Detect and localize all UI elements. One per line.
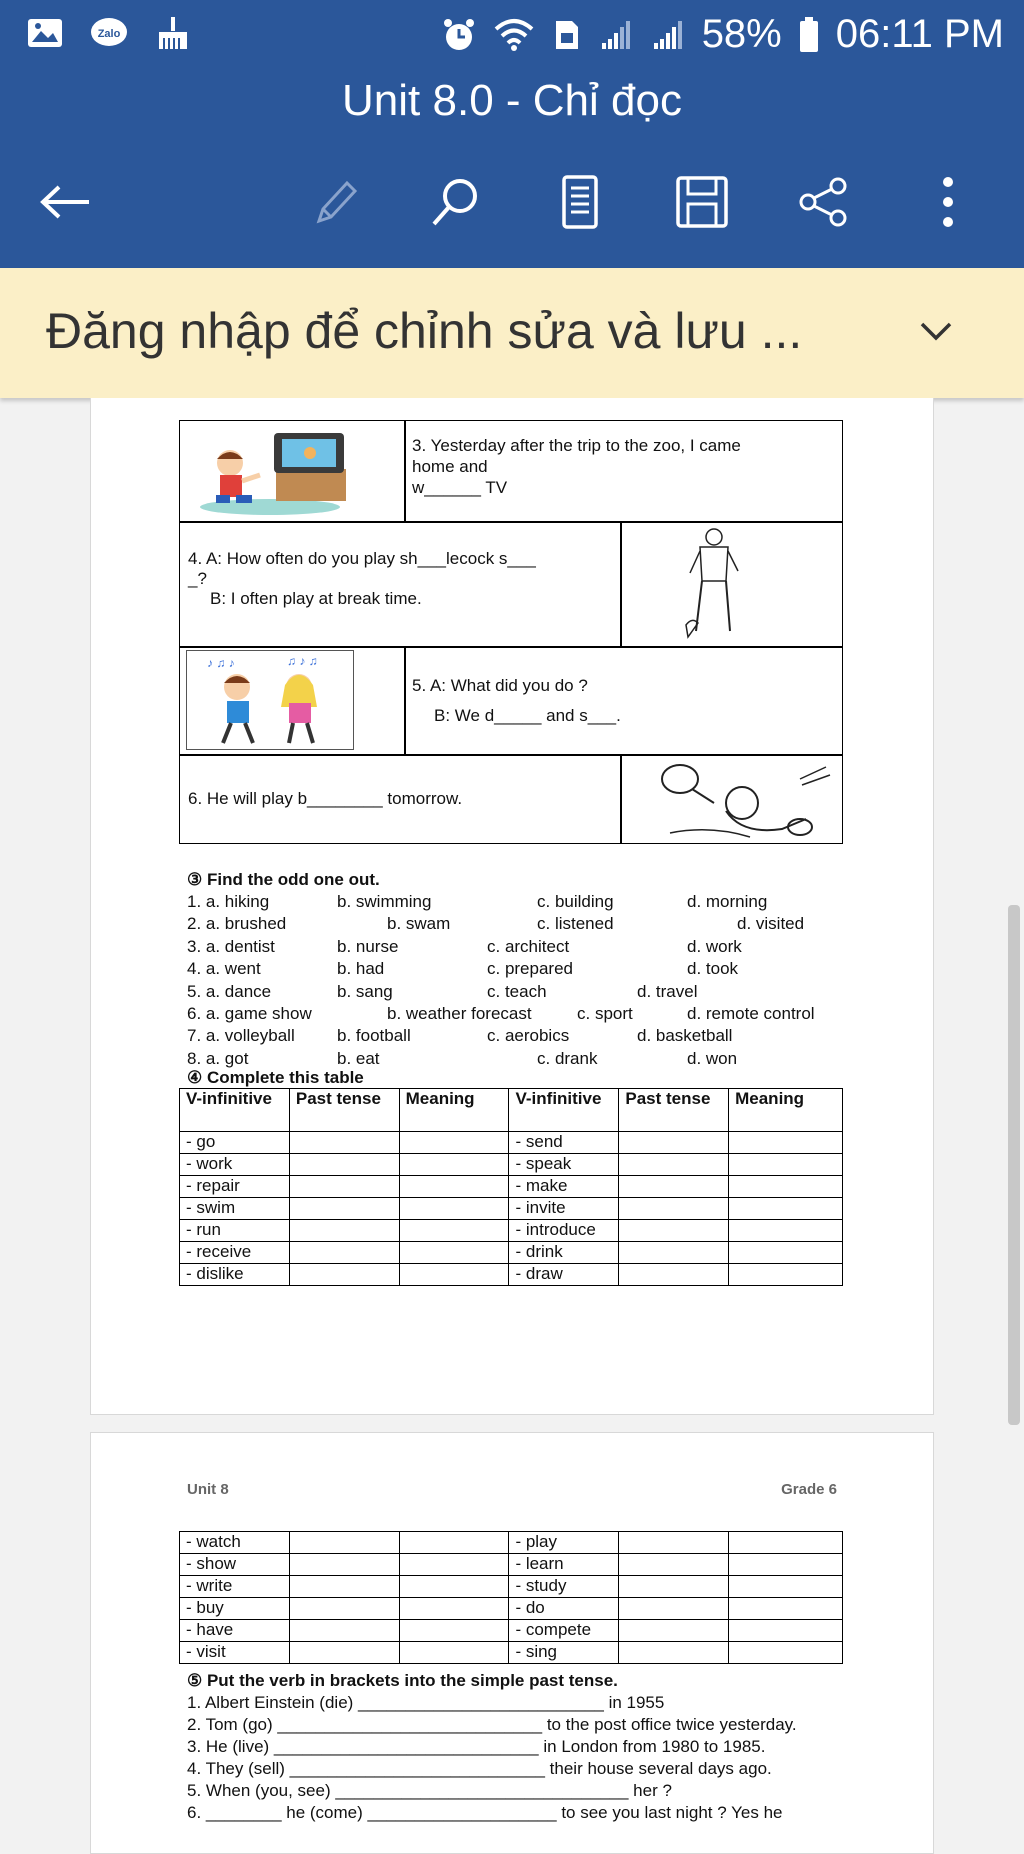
verb-cell: - send <box>509 1132 619 1154</box>
verb-cell: - repair <box>180 1176 290 1198</box>
question-5 <box>412 671 832 731</box>
signal-icon <box>598 17 634 53</box>
chevron-down-icon[interactable] <box>916 310 956 350</box>
picture-exercise-grid <box>179 420 843 844</box>
zalo-icon <box>90 16 128 50</box>
blank-cell <box>399 1154 509 1176</box>
blank-cell <box>619 1554 729 1576</box>
blank-cell <box>399 1554 509 1576</box>
odd-option: b. sang <box>337 981 393 1001</box>
svg-text:♫ ♪ ♫: ♫ ♪ ♫ <box>287 654 318 668</box>
verb-cell: - dislike <box>180 1264 290 1286</box>
blank-cell <box>399 1642 509 1664</box>
verb-cell: - study <box>509 1576 619 1598</box>
odd-option: 1. a. hiking <box>187 892 270 911</box>
odd-option: c. sport <box>577 1004 633 1023</box>
verb-cell: - sing <box>509 1642 619 1664</box>
blank-cell <box>399 1576 509 1598</box>
battery-percent: 58% <box>701 12 782 56</box>
odd-option: b. swimming <box>337 892 432 911</box>
blank-cell <box>289 1642 399 1664</box>
odd-option: b. eat <box>337 1048 380 1068</box>
document-title: Unit 8.0 - Chỉ đọc <box>342 76 682 125</box>
reading-view-button[interactable] <box>550 172 610 232</box>
past-tense-item: 2. Tom (go) ____________________________ to the post office twice yesterday. <box>187 1715 797 1734</box>
table-row <box>180 1154 843 1176</box>
verb-cell: - swim <box>180 1198 290 1220</box>
q3-line2: home and <box>412 457 488 476</box>
blank-cell <box>289 1620 399 1642</box>
verb-cell: - buy <box>180 1598 290 1620</box>
table-row <box>180 1554 843 1576</box>
verb-cell: - learn <box>509 1554 619 1576</box>
verb-cell: - go <box>180 1132 290 1154</box>
odd-option: c. teach <box>487 981 547 1001</box>
dancing-kids-drawing <box>187 651 355 751</box>
signal-icon <box>650 17 686 53</box>
table-row <box>180 1132 843 1154</box>
odd-option: b. had <box>337 959 385 979</box>
verb-cell: - watch <box>180 1532 290 1554</box>
gallery-icon <box>26 16 64 50</box>
odd-option: b. weather forecast <box>387 1004 532 1023</box>
blank-cell <box>289 1532 399 1554</box>
past-tense-item: 6. ________ he (come) ____________________ to see you last night ? Yes he <box>187 1803 783 1822</box>
verb-cell: - work <box>180 1154 290 1176</box>
blank-cell <box>729 1220 843 1242</box>
verb-cell: - make <box>509 1176 619 1198</box>
column-header: Past tense <box>619 1089 729 1132</box>
column-header: Past tense <box>289 1089 399 1132</box>
complete-table-title: ④ Complete this table <box>187 1068 364 1087</box>
save-button[interactable] <box>672 172 732 232</box>
verb-cell: - show <box>180 1554 290 1576</box>
past-tense-item: 4. They (sell) ___________________________ their house several days ago. <box>187 1759 772 1778</box>
verb-cell: - play <box>509 1532 619 1554</box>
verb-cell: - introduce <box>509 1220 619 1242</box>
odd-option: c. listened <box>537 914 614 934</box>
blank-cell <box>619 1220 729 1242</box>
odd-option: b. swam <box>387 914 451 934</box>
odd-option: d. remote control <box>687 1004 815 1023</box>
verb-cell: - invite <box>509 1198 619 1220</box>
blank-cell <box>289 1242 399 1264</box>
table-row <box>180 1176 843 1198</box>
blank-cell <box>399 1198 509 1220</box>
pen-icon <box>309 175 363 229</box>
past-tense-item: 1. Albert Einstein (die) __________________________ in 1955 <box>187 1693 665 1712</box>
q4-line3: B: I often play at break time. <box>210 589 422 608</box>
sign-in-banner[interactable] <box>0 268 1024 398</box>
verb-table-2 <box>179 1531 843 1664</box>
table-row <box>180 1642 843 1664</box>
blank-cell <box>289 1176 399 1198</box>
blank-cell <box>729 1598 843 1620</box>
blank-cell <box>729 1242 843 1264</box>
odd-row <box>187 1004 847 1026</box>
more-button[interactable] <box>918 172 978 232</box>
odd-option: d. work <box>687 936 742 956</box>
blank-cell <box>289 1154 399 1176</box>
odd-option: 7. a. volleyball <box>187 1026 295 1046</box>
q5-line2: B: We d_____ and s___. <box>434 706 621 725</box>
blank-cell <box>619 1642 729 1664</box>
clock: 06:11 PM <box>835 12 1004 56</box>
verb-cell: - have <box>180 1620 290 1642</box>
q5-line1: 5. A: What did you do ? <box>412 676 588 695</box>
reading-view-icon <box>560 174 600 230</box>
past-tense-title: ⑤ Put the verb in brackets into the simple past tense. <box>187 1671 618 1690</box>
page-header-grade: Grade 6 <box>781 1481 837 1498</box>
verb-cell: - visit <box>180 1642 290 1664</box>
blank-cell <box>619 1176 729 1198</box>
table-row <box>180 1620 843 1642</box>
blank-cell <box>289 1554 399 1576</box>
table-row <box>180 1598 843 1620</box>
share-icon <box>798 176 850 228</box>
column-header: V-infinitive <box>180 1089 290 1132</box>
q3-line3: w______ TV <box>412 478 508 497</box>
odd-option: 8. a. got <box>187 1048 249 1068</box>
blank-cell <box>289 1198 399 1220</box>
odd-option: d. took <box>687 959 739 979</box>
blank-cell <box>619 1598 729 1620</box>
verb-cell: - receive <box>180 1242 290 1264</box>
blank-cell <box>399 1242 509 1264</box>
q4-line1: 4. A: How often do you play sh___lecock s___ <box>188 549 536 568</box>
column-header: Meaning <box>729 1089 843 1132</box>
dancing-kids-image <box>186 650 354 750</box>
svg-text:Zalo: Zalo <box>97 28 121 40</box>
blank-cell <box>619 1154 729 1176</box>
odd-option: d. won <box>687 1048 738 1068</box>
status-bar <box>0 0 1024 70</box>
odd-row <box>187 982 847 1004</box>
odd-option: c. architect <box>487 936 570 956</box>
odd-one-out-title: ③ Find the odd one out. <box>187 870 380 889</box>
more-icon <box>938 174 958 230</box>
blank-cell <box>619 1532 729 1554</box>
verb-table-1 <box>179 1088 843 1286</box>
verb-cell: - run <box>180 1220 290 1242</box>
sim-icon <box>552 17 582 53</box>
blank-cell <box>729 1554 843 1576</box>
verb-cell: - draw <box>509 1264 619 1286</box>
shuttlecock-player-image <box>678 525 748 643</box>
past-tense-item: 3. He (live) ____________________________ in London from 1980 to 1985. <box>187 1737 766 1756</box>
odd-option: d. morning <box>687 892 768 911</box>
blank-cell <box>619 1198 729 1220</box>
blank-cell <box>619 1576 729 1598</box>
odd-option: 5. a. dance <box>187 981 272 1001</box>
blank-cell <box>729 1154 843 1176</box>
table-row <box>180 1198 843 1220</box>
blank-cell <box>729 1198 843 1220</box>
table-row <box>180 1242 843 1264</box>
back-button[interactable] <box>36 172 96 232</box>
edit-button[interactable] <box>306 172 366 232</box>
blank-cell <box>399 1220 509 1242</box>
blank-cell <box>289 1598 399 1620</box>
blank-cell <box>399 1264 509 1286</box>
blank-cell <box>289 1576 399 1598</box>
blank-cell <box>399 1176 509 1198</box>
watching-tv-image <box>190 429 390 515</box>
blank-cell <box>289 1220 399 1242</box>
verb-table-header <box>180 1089 843 1132</box>
blank-cell <box>619 1264 729 1286</box>
document-page-2 <box>90 1432 934 1854</box>
odd-option: b. nurse <box>337 936 399 956</box>
share-button[interactable] <box>794 172 854 232</box>
blank-cell <box>729 1132 843 1154</box>
table-row <box>180 1264 843 1286</box>
past-tense-item: 5. When (you, see) _______________________________ her ? <box>187 1781 672 1800</box>
q3-line1: 3. Yesterday after the trip to the zoo, I came <box>412 436 741 455</box>
verb-cell: - speak <box>509 1154 619 1176</box>
odd-option: 4. a. went <box>187 959 261 979</box>
blank-cell <box>729 1620 843 1642</box>
app-bar <box>0 0 1024 268</box>
odd-row <box>187 892 847 914</box>
document-page-1 <box>90 398 934 1415</box>
odd-option: d. visited <box>737 914 805 934</box>
blank-cell <box>729 1176 843 1198</box>
odd-option: c. prepared <box>487 959 573 979</box>
blank-cell <box>399 1132 509 1154</box>
odd-option: c. drank <box>537 1048 598 1068</box>
verb-cell: - drink <box>509 1242 619 1264</box>
toolbar <box>0 160 1024 240</box>
blank-cell <box>289 1264 399 1286</box>
blank-cell <box>399 1598 509 1620</box>
wifi-icon <box>492 17 536 53</box>
odd-row <box>187 1026 847 1048</box>
odd-option: d. basketball <box>637 1026 733 1046</box>
verb-cell: - do <box>509 1598 619 1620</box>
alarm-icon <box>442 17 476 53</box>
svg-text:♪ ♫ ♪: ♪ ♫ ♪ <box>207 656 235 670</box>
verb-cell: - write <box>180 1576 290 1598</box>
odd-row <box>187 937 847 959</box>
blank-cell <box>729 1532 843 1554</box>
page-header-unit: Unit 8 <box>187 1481 229 1498</box>
question-6: 6. He will play b________ tomorrow. <box>188 789 463 808</box>
odd-option: 2. a. brushed <box>187 914 287 934</box>
odd-option: 6. a. game show <box>187 1004 312 1023</box>
blank-cell <box>729 1264 843 1286</box>
table-row <box>180 1532 843 1554</box>
search-button[interactable] <box>426 172 486 232</box>
table-row <box>180 1576 843 1598</box>
back-arrow-icon <box>37 182 95 222</box>
odd-row <box>187 914 847 936</box>
odd-option: c. aerobics <box>487 1026 570 1046</box>
verb-cell: - compete <box>509 1620 619 1642</box>
blank-cell <box>729 1576 843 1598</box>
odd-option: d. travel <box>637 981 698 1001</box>
scrollbar[interactable] <box>1008 905 1020 1425</box>
blank-cell <box>619 1242 729 1264</box>
blank-cell <box>399 1620 509 1642</box>
column-header: Meaning <box>399 1089 509 1132</box>
banner-text: Đăng nhập để chỉnh sửa và lưu ... <box>46 303 803 359</box>
odd-option: b. football <box>337 1026 411 1046</box>
blank-cell <box>729 1642 843 1664</box>
blank-cell <box>289 1132 399 1154</box>
question-3 <box>412 435 832 498</box>
cleaner-icon <box>154 16 192 50</box>
question-4 <box>188 549 616 609</box>
blank-cell <box>399 1532 509 1554</box>
column-header: V-infinitive <box>509 1089 619 1132</box>
table-row <box>180 1220 843 1242</box>
q4-line2: _? <box>188 569 207 588</box>
blank-cell <box>619 1132 729 1154</box>
odd-option: 3. a. dentist <box>187 936 275 956</box>
save-icon <box>674 174 730 230</box>
badminton-player-image <box>650 759 840 841</box>
battery-icon <box>798 16 820 54</box>
odd-row <box>187 959 847 981</box>
blank-cell <box>619 1620 729 1642</box>
search-icon <box>428 174 484 230</box>
odd-option: c. building <box>537 892 614 911</box>
